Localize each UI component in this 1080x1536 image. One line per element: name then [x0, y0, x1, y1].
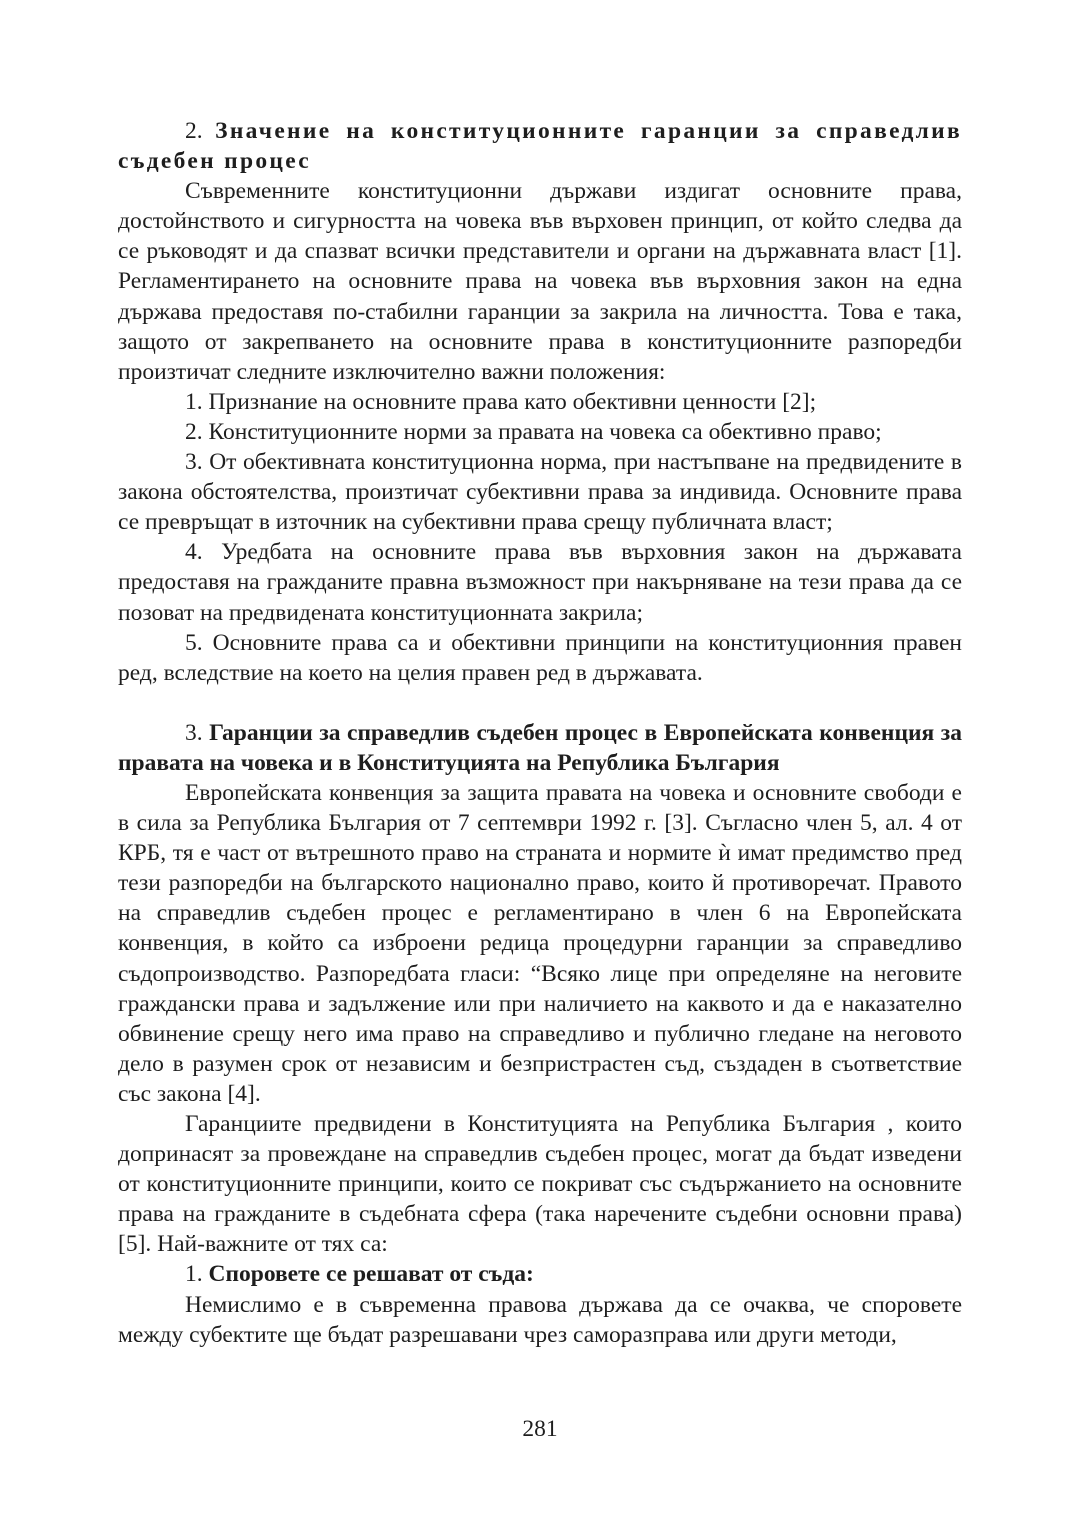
page-body — [118, 116, 962, 1350]
section-2-number: 2. — [185, 118, 203, 144]
section-3-heading — [118, 718, 962, 778]
section-2-item-1: 1. Признание на основните права като обективни ценности [2]; — [185, 388, 817, 415]
section-3-number: 3. — [185, 719, 203, 746]
section-2-intro: Съвременните конституционни държави издигат основните права, достойнството и сигурността на човека във върховен принцип, от който следва да се ръководят и да спазват всички представители и органи на държавната власт [1]. Регламентирането на основните права на човека във върховния закон на една държава предоставя по-стабилни гаранции за закрила на личността. Това е така, защото от закрепването на основните права в конституционните разпоредби произтичат следните изключително важни положения: — [118, 178, 962, 385]
section-gap — [118, 688, 962, 718]
section-3-paragraph-3: Немислимо е в съвременна правова държава да се очаква, че споровете между субектите ще бъдат разрешавани чрез саморазправа или други методи, — [118, 1291, 962, 1348]
section-3-item-1-number: 1. — [185, 1261, 203, 1288]
section-3-paragraph-2: Гаранциите предвидени в Конституцията на Република България , които допринасят за провеждане на справедлив съдебен процес, могат да бъдат изведени от конституционните принципи, които се покриват със съдържанието на основните права на гражданите в съдебната сфера (така наречените съдебни основни права) [5]. Най-важните от тях са: — [118, 1111, 962, 1258]
section-2-item-5: 5. Основните права са и обективни принципи на конституционния правен ред, вследствие на което на целия правен ред в държавата. — [118, 629, 962, 686]
section-2-heading — [118, 116, 962, 176]
page-number: 281 — [522, 1416, 558, 1442]
section-2-item-2: 2. Конституционните норми за правата на човека са обективно право; — [185, 418, 882, 445]
section-3-item-1-heading — [118, 1259, 962, 1289]
section-2-item-4: 4. Уредбата на основните права във върховния закон на държавата предоставя на гражданите правна възможност при накърняване на тези права да се позоват на предвидената конституционната закрила; — [118, 539, 962, 626]
section-2-item-3: 3. От обективната конституционна норма, при настъпване на предвидените в закона обстоятелства, произтичат субективни права за индивида. Основните права се превръщат в източник на субективни права срещу публичната власт; — [118, 449, 962, 536]
section-2-title: Значение на конституционните гаранции за справедлив съдебен процес — [118, 118, 962, 175]
section-3-item-1-title: Споровете се решават от съда: — [208, 1261, 534, 1288]
section-3-paragraph-1: Европейската конвенция за защита правата на човека и основните свободи е в сила за Република България от 7 септември 1992 г. [3]. Съгласно член 5, ал. 4 от КРБ, тя е част от вътрешното право на страната и нормите ѝ имат предимство пред тези разпоредби на българското национално право, които й противоречат. Правото на справедлив съдебен процес е регламентирано в член 6 на Европейската конвенция, в който са изброени редица процедурни гаранции за справедливо съдопроизводство. Разпоредбата гласи: “Всяко лице при определяне на неговите граждански права и задължение или при наличието на каквото и да е наказателно обвинение срещу него има право на справедливо и публично гледане на неговото дело в разумен срок от независим и безпристрастен съд, създаден в съответствие със закона [4]. — [118, 779, 962, 1107]
section-3-title: Гаранции за справедлив съдебен процес в Европейската конвенция за правата на човека и в Конституцията на Република България — [118, 719, 963, 776]
